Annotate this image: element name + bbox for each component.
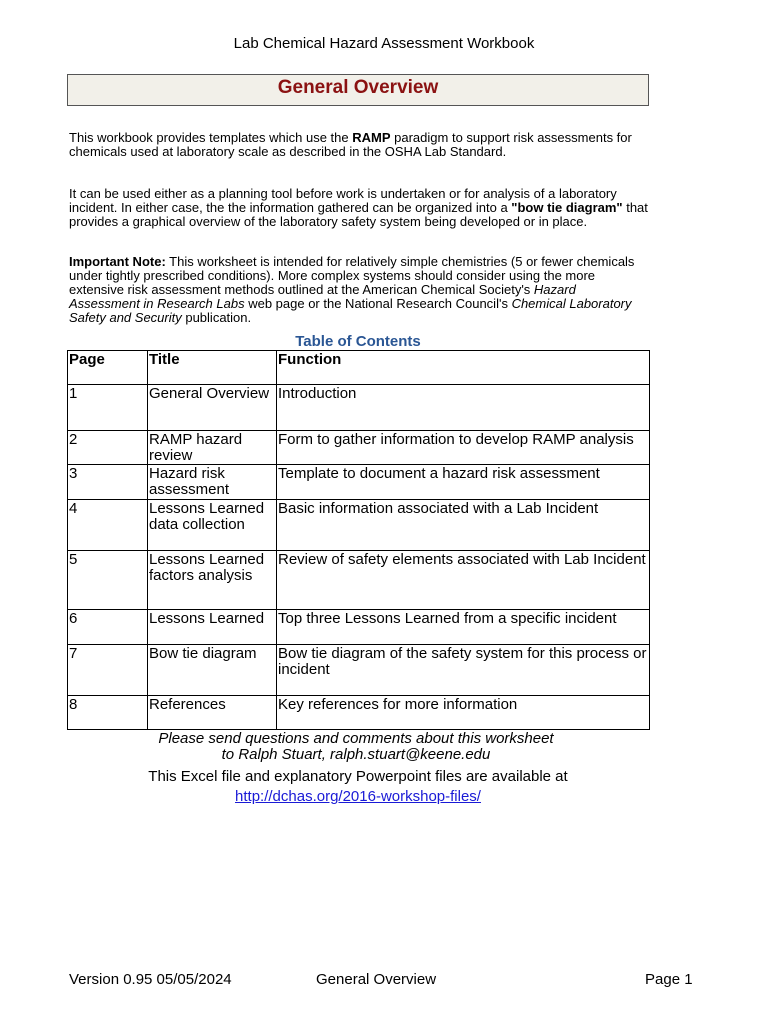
toc-page-cell: 2 <box>68 431 148 465</box>
toc-title-cell: Lessons Learned data collection <box>148 500 277 551</box>
availability-note: This Excel file and explanatory Powerpoint files are available at <box>148 768 568 785</box>
toc-header-title: Title <box>148 351 277 385</box>
toc-header-page: Page <box>68 351 148 385</box>
toc-page-cell: 7 <box>68 645 148 696</box>
toc-function-cell: Template to document a hazard risk assessment <box>277 465 650 500</box>
table-row <box>68 500 650 551</box>
title-banner <box>67 74 649 106</box>
footer-page-number: Page 1 <box>645 971 693 988</box>
toc-header-row <box>68 351 650 385</box>
table-row <box>68 385 650 431</box>
important-note-paragraph: Important Note: This worksheet is intended for relatively simple chemistries (5 or fewer chemicals under tightly prescribed conditions). More complex systems should consider using the more extensive risk assessment methods outlined at the American Chemical Society's Hazard Assessment in Research Labs web page or the National Research Council's Chemical Laboratory Safety and Security publication. <box>69 254 635 325</box>
toc-title-cell: Bow tie diagram <box>148 645 277 696</box>
footer-version: Version 0.95 05/05/2024 <box>69 971 232 988</box>
page-title: General Overview <box>277 77 439 98</box>
workshop-files-link[interactable]: http://dchas.org/2016-workshop-files/ <box>235 788 481 805</box>
toc-function-cell: Key references for more information <box>277 696 650 730</box>
table-row <box>68 465 650 500</box>
toc-function-cell: Top three Lessons Learned from a specific incident <box>277 610 650 645</box>
toc-title-cell: Lessons Learned <box>148 610 277 645</box>
toc-title-cell: References <box>148 696 277 730</box>
table-row <box>68 431 650 465</box>
toc-page-cell: 1 <box>68 385 148 431</box>
footer-sheet-name: General Overview <box>316 971 437 988</box>
toc-table <box>67 350 650 730</box>
toc-title-cell: Hazard risk assessment <box>148 465 277 500</box>
table-row <box>68 551 650 610</box>
workbook-title: Lab Chemical Hazard Assessment Workbook <box>233 35 535 52</box>
toc-page-cell: 3 <box>68 465 148 500</box>
toc-title-cell: General Overview <box>148 385 277 431</box>
table-row <box>68 610 650 645</box>
toc-function-cell: Bow tie diagram of the safety system for this process or incident <box>277 645 650 696</box>
toc-title-cell: RAMP hazard review <box>148 431 277 465</box>
toc-page-cell: 4 <box>68 500 148 551</box>
intro-paragraph-2: It can be used either as a planning tool before work is undertaken or for analysis of a laboratory incident. In either case, the the information gathered can be organized into a "bow tie diagram" that provides a graphical overview of the laboratory safety system being developed or in place. <box>69 186 648 229</box>
toc-page-cell: 6 <box>68 610 148 645</box>
toc-function-cell: Review of safety elements associated with Lab Incident <box>277 551 650 610</box>
toc-title-cell: Lessons Learned factors analysis <box>148 551 277 610</box>
contact-note <box>0 731 712 763</box>
workshop-files-link-wrapper <box>0 788 716 805</box>
toc-page-cell: 8 <box>68 696 148 730</box>
table-row <box>68 645 650 696</box>
contact-line-2: to Ralph Stuart, ralph.stuart@keene.edu <box>221 746 491 763</box>
toc-header-function: Function <box>277 351 650 385</box>
intro-paragraph-1: This workbook provides templates which use the RAMP paradigm to support risk assessments for chemicals used at laboratory scale as described in the OSHA Lab Standard. <box>69 130 632 159</box>
toc-function-cell: Form to gather information to develop RAMP analysis <box>277 431 650 465</box>
table-row <box>68 696 650 730</box>
toc-function-cell: Basic information associated with a Lab Incident <box>277 500 650 551</box>
toc-title: Table of Contents <box>295 333 421 350</box>
toc-page-cell: 5 <box>68 551 148 610</box>
contact-line-1: Please send questions and comments about this worksheet <box>158 730 554 747</box>
toc-function-cell: Introduction <box>277 385 650 431</box>
